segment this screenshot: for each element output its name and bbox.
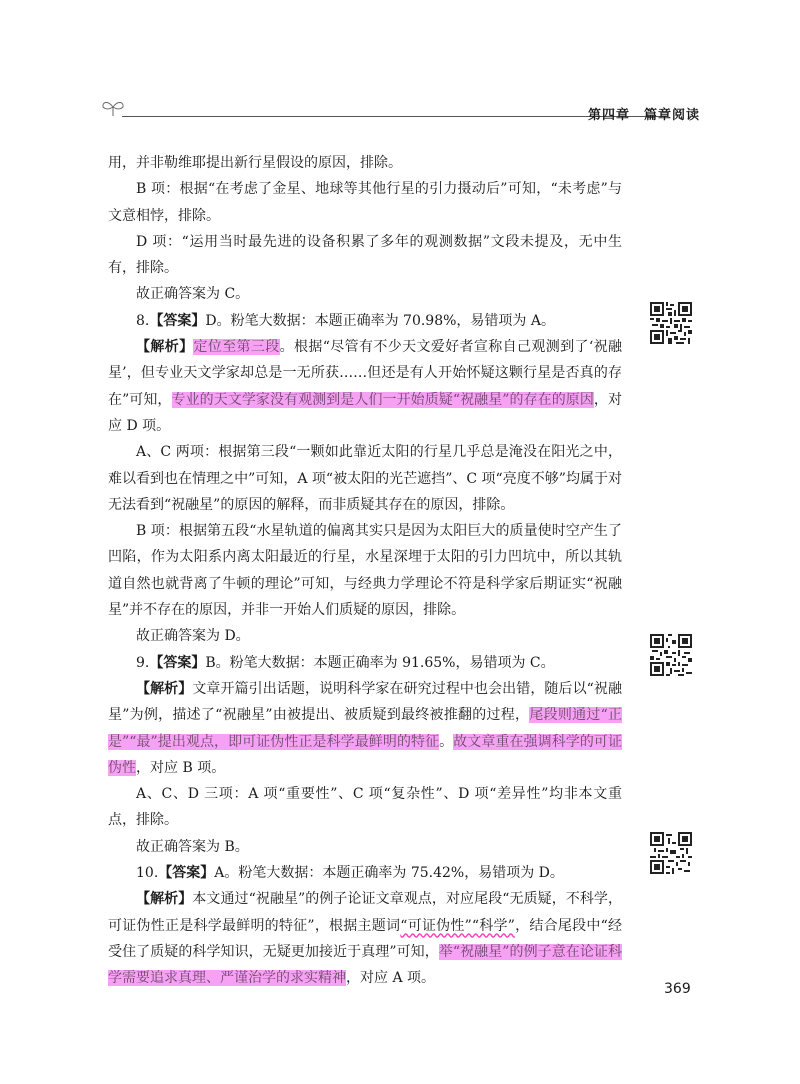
analysis-tag: 【解析】 — [136, 339, 194, 356]
analysis-text: ，对应 A 项。 — [346, 970, 436, 987]
answer-tag: 【答案】 — [149, 654, 206, 671]
analysis-text: 。根据“尽管有不少天文爱好者宣称自己观测到了‘祝融星’，但专业天文学家却总是一无所获……但还是有人开始怀疑这颗行星是否真的存在”可知， — [108, 339, 623, 408]
highlight: 专业的天文学家没有观测到是人们一开始质疑“祝融星”的存在的原因 — [171, 391, 594, 408]
analysis-tag: 【解析】 — [136, 891, 193, 908]
paragraph: 用，并非勒维耶提出新行星假设的原因，排除。 — [108, 155, 402, 171]
paragraph: A、C 两项：根据第三段“一颗如此靠近太阳的行星几乎总是淹没在阳光之中，难以看到也在情理之中”可知，A 项“被太阳的光芒遮挡”、C 项“亮度不够”均属于对无法看到“祝融星”的原因的解释，而非质疑其存在的原因，排除。 — [108, 444, 622, 513]
q9-number: 9. — [136, 654, 150, 671]
analysis-text: ，结合尾段中“经受住了质疑的科学知识，无疑更加接近于真理”可知， — [108, 917, 623, 960]
analysis-text: 文章开篇引出话题，说明科学家在研究过程中也会出错，随后以“祝融星”为例，描述了“祝融星”由被提出、被质疑到最终被推翻的过程， — [108, 680, 623, 724]
q9-answer-text: B。粉笔大数据：本题正确率为 91.65%，易错项为 C。 — [205, 654, 555, 671]
section-label: 篇章阅读 — [643, 108, 700, 123]
running-header — [100, 92, 700, 122]
q8-analysis — [108, 334, 622, 439]
sprout-icon — [100, 98, 126, 118]
q8-answer — [108, 308, 622, 334]
q10-analysis — [108, 886, 622, 991]
chapter-label: 第四章 — [587, 108, 630, 123]
highlight: 定位至第三段 — [193, 339, 280, 356]
paragraph: 故正确答案为 B。 — [136, 838, 249, 855]
qr-code-icon[interactable] — [650, 832, 692, 874]
header-rule — [122, 116, 667, 117]
qr-code-icon[interactable] — [650, 302, 692, 344]
highlight: 尾段则通过“正是”“最”提出观点，即可证伪性正是科学最鲜明的特征 — [108, 707, 622, 750]
wavy-underline: “可证伪性”“科学” — [400, 917, 515, 934]
q10-answer — [108, 860, 622, 886]
q9-analysis — [108, 676, 622, 781]
analysis-tag: 【解析】 — [136, 680, 193, 697]
q10-answer-text: A。粉笔大数据：本题正确率为 75.42%，易错项为 D。 — [214, 865, 564, 882]
q8-answer-text: D。粉笔大数据：本题正确率为 70.98%，易错项为 A。 — [205, 312, 555, 329]
paragraph: B 项：根据第五段“水星轨道的偏离其实只是因为太阳巨大的质量使时空产生了凹陷，作为太阳系内离太阳最近的行星，水星深埋于太阳的引力凹坑中，所以其轨道自然也就背离了牛顿的理论”可知，与经典力学理论不符是科学家后期证实“祝融星”并不存在的原因，并非一开始人们质疑的原因，排除。 — [108, 523, 622, 619]
analysis-text: ，对应 B 项。 — [136, 759, 226, 776]
paragraph: B 项：根据“在考虑了金星、地球等其他行星的引力摄动后”可知，“未考虑”与文意相悖，排除。 — [108, 181, 622, 224]
analysis-text: 本文通过“祝融星”的例子论证文章观点，对应尾段“无质疑，不科学，可证伪性正是科学最鲜明的特征”，根据主题词 — [108, 891, 622, 934]
analysis-text: 。 — [439, 733, 454, 750]
paragraph: 故正确答案为 D。 — [136, 628, 250, 645]
answer-tag: 【答案】 — [149, 312, 206, 329]
paragraph: A、C、D 三项：A 项“重要性”、C 项“复杂性”、D 项“差异性”均非本文重点，排除。 — [108, 786, 622, 829]
q9-answer — [108, 650, 622, 676]
q10-number: 10. — [136, 865, 159, 882]
chapter-title — [588, 104, 700, 123]
q8-number: 8. — [136, 312, 150, 329]
qr-code-icon[interactable] — [650, 634, 692, 676]
answer-tag: 【答案】 — [158, 865, 215, 882]
paragraph: 故正确答案为 C。 — [136, 286, 250, 303]
page-body — [108, 150, 622, 992]
highlight: 举“祝融星”的例子意在论证科学需要追求真理、严谨治学的求实精神 — [108, 943, 622, 987]
paragraph: D 项：“运用当时最先进的设备积累了多年的观测数据”文段未提及，无中生有，排除。 — [108, 233, 622, 277]
analysis-text: ，对应 D 项。 — [108, 391, 622, 434]
page-number: 369 — [664, 981, 691, 997]
highlight: 故文章重在强调科学的可证伪性 — [108, 733, 623, 776]
